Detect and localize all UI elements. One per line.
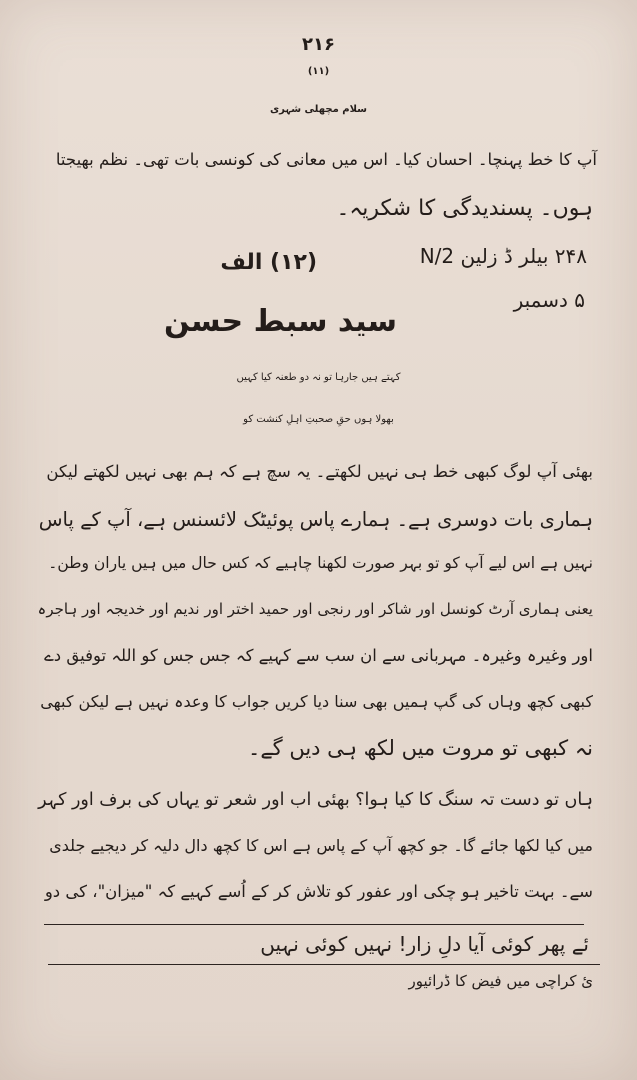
verse-line: بھولا ہوں حقِ صحبتِ اہلِ کنشت کو [243,414,394,425]
footnote-divider [48,964,600,965]
letter-text-line: ہوں۔ پسندیدگی کا شکریہ۔ [336,196,593,221]
letter-date: ۵ دسمبر [513,288,585,312]
body-line: ہاں تو دست تہ سنگ کا کیا ہوا؟ بھئی اب اور شعر تو یہاں کی برف اور کہر [38,790,593,810]
body-line: کبھی کچھ وہاں کی گپ ہمیں بھی سنا دیا کریں جواب کا وعدہ نہیں ہے لیکن کبھی [40,692,593,711]
body-line: نہ کبھی تو مروت میں لکھ ہی دیں گے۔ [248,736,593,760]
letter-greeting: سلام مچھلی شہری [270,104,367,115]
letter-number: (۱۲) الف [220,250,317,275]
letter-text-line: آپ کا خط پہنچا۔ احسان کیا۔ اس میں معانی کی کونسی بات تھی۔ نظم بھیجتا [55,150,597,169]
verse-line: کہتے ہیں جارہا تو نہ دو طعنہ کیا کہیں [236,372,401,383]
body-line: میں کیا لکھا جائے گا۔ جو کچھ آپ کے پاس ہے اس کا کچھ دال دلیہ کر دیجیے جلدی [49,836,593,855]
body-line: اور وغیرہ وغیرہ۔ مہربانی سے ان سب سے کہیے کہ جس جس کو اللہ توفیق دے [44,646,593,665]
body-line: ہماری بات دوسری ہے۔ ہمارے پاس پوئیٹک لائسنس ہے، آپ کے پاس [38,508,593,531]
footnote: ئے پھر کوئی آیا دلِ زار! نہیں کوئی نہیں [260,932,589,956]
page-number: ۲۱۶ [302,34,335,55]
body-line: نہیں ہے اس لیے آپ کو تو بہر صورت لکھنا چاہیے کہ کس حال میں ہیں یاران وطن۔ [48,554,593,572]
body-line: سے۔ بہت تاخیر ہو چکی اور عفور کو تلاش کر کے اُسے کہیے کہ "میزان"، کی دو [44,882,593,901]
body-line: بھئی آپ لوگ کبھی خط ہی نہیں لکھتے۔ یہ سچ ہے کہ ہم بھی نہیں لکھتے لیکن [46,462,593,481]
footnote-divider [44,924,584,925]
letter-address: ۲۴۸ بیلر ڈ زلین N/2 [419,244,587,268]
letter-number: (۱۱) [307,66,330,77]
footnote: ئ کراچی میں فیض کا ڈرائیور [408,972,593,990]
letter-addressee: سید سبط حسن [164,304,397,339]
body-line: یعنی ہماری آرٹ کونسل اور شاکر اور رنجی اور حمید اختر اور ندیم اور خدیجہ اور ہاجرہ [37,600,593,618]
